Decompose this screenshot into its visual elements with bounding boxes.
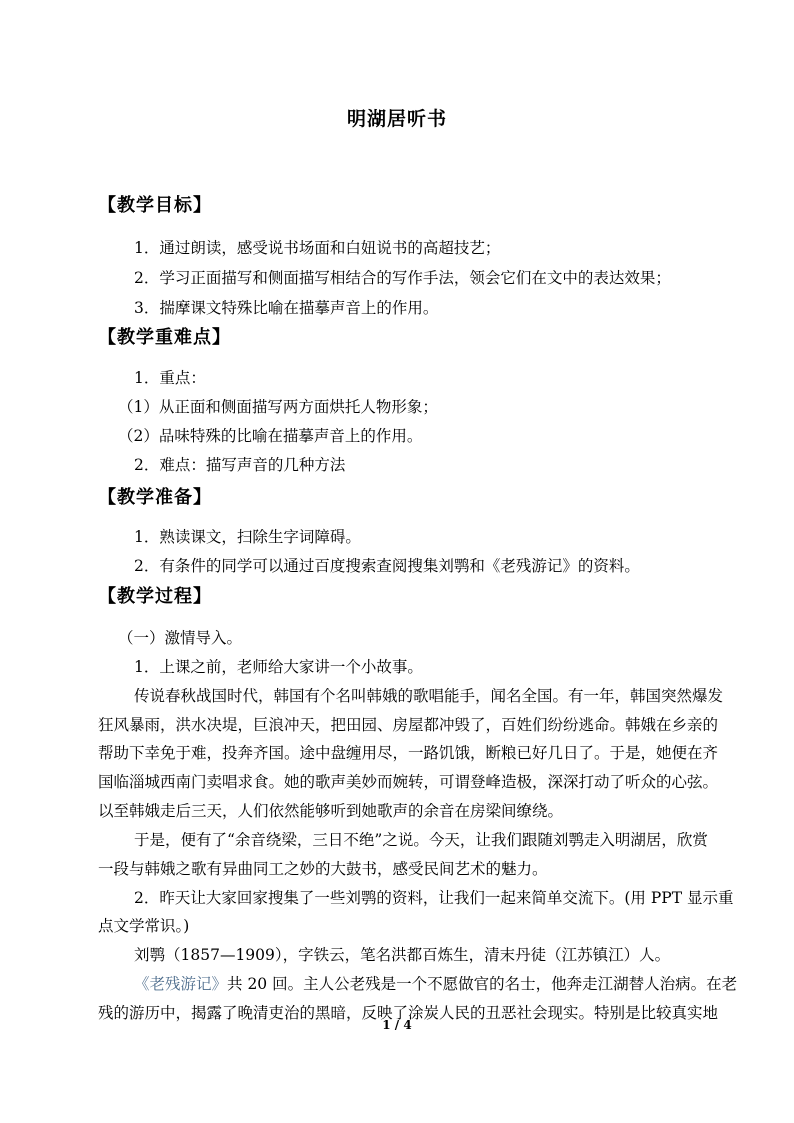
process-line: 点文学常识。) bbox=[98, 917, 190, 935]
process-line: 残的游历中，揭露了晚清吏治的黑暗，反映了涂炭人民的丑恶社会现实。特别是比较真实地 bbox=[98, 1004, 719, 1022]
process-line: 传说春秋战国时代，韩国有个名叫韩娥的歌唱能手，闻名全国。有一年，韩国突然爆发 bbox=[134, 687, 724, 705]
objective-item: 3．揣摩课文特殊比喻在描摹声音上的作用。 bbox=[134, 299, 439, 317]
process-line: 1．上课之前，老师给大家讲一个小故事。 bbox=[134, 658, 423, 676]
key-point-item: （2）品味特殊的比喻在描摹声音上的作用。 bbox=[118, 427, 423, 445]
process-line: （一）激情导入。 bbox=[118, 629, 243, 647]
key-point-item: 1．重点： bbox=[134, 369, 206, 387]
heading-objectives: 【教学目标】 bbox=[98, 195, 212, 216]
heading-preparation: 【教学准备】 bbox=[98, 487, 212, 508]
objective-item: 1．通过朗读，感受说书场面和白妞说书的高超技艺； bbox=[134, 239, 501, 257]
process-line: 2．昨天让大家回家搜集了一些刘鹗的资料，让我们一起来简单交流下。(用 PPT 显示重 bbox=[134, 889, 734, 907]
heading-process: 【教学过程】 bbox=[98, 586, 212, 607]
page-number: 1 / 4 bbox=[382, 1018, 412, 1032]
heading-key-points: 【教学重难点】 bbox=[98, 327, 231, 348]
process-line: 国临淄城西南门卖唱求食。她的歌声美妙而婉转，可谓登峰造极，深深打动了听众的心弦。 bbox=[98, 773, 719, 791]
objective-item: 2．学习正面描写和侧面描写相结合的写作手法，领会它们在文中的表达效果； bbox=[134, 269, 671, 287]
process-line-text: 共 20 回。主人公老残是一个不愿做官的名士，他奔走江湖替人治病。在老 bbox=[227, 975, 738, 993]
process-line-with-book-title bbox=[134, 972, 737, 994]
preparation-item: 2．有条件的同学可以通过百度搜索查阅搜集刘鹗和《老残游记》的资料。 bbox=[134, 557, 640, 575]
key-point-item: （1）从正面和侧面描写两方面烘托人物形象； bbox=[118, 398, 438, 416]
process-line: 刘鹗（1857—1909），字铁云，笔名洪都百炼生，清末丹徒（江苏镇江）人。 bbox=[134, 946, 671, 964]
process-line: 狂风暴雨，洪水决堤，巨浪冲天，把田园、房屋都冲毁了，百姓们纷纷逃命。韩娥在乡亲的 bbox=[98, 716, 719, 734]
process-line: 帮助下幸免于难，投奔齐国。途中盘缠用尽，一路饥饿，断粮已好几日了。于是，她便在齐 bbox=[98, 744, 719, 762]
key-point-item: 2．难点：描写声音的几种方法 bbox=[134, 456, 346, 474]
preparation-item: 1．熟读课文，扫除生字词障碍。 bbox=[134, 528, 361, 546]
book-title: 《老残游记》 bbox=[134, 975, 228, 993]
process-line: 以至韩娥走后三天，人们依然能够听到她歌声的余音在房梁间缭绕。 bbox=[98, 802, 564, 820]
page-title: 明湖居听书 bbox=[346, 108, 447, 130]
process-line: 于是，便有了“余音绕梁，三日不绝”之说。今天，让我们跟随刘鹗走入明湖居，欣赏 bbox=[134, 831, 708, 849]
process-line: 一段与韩娥之歌有异曲同工之妙的大鼓书，感受民间艺术的魅力。 bbox=[98, 860, 548, 878]
